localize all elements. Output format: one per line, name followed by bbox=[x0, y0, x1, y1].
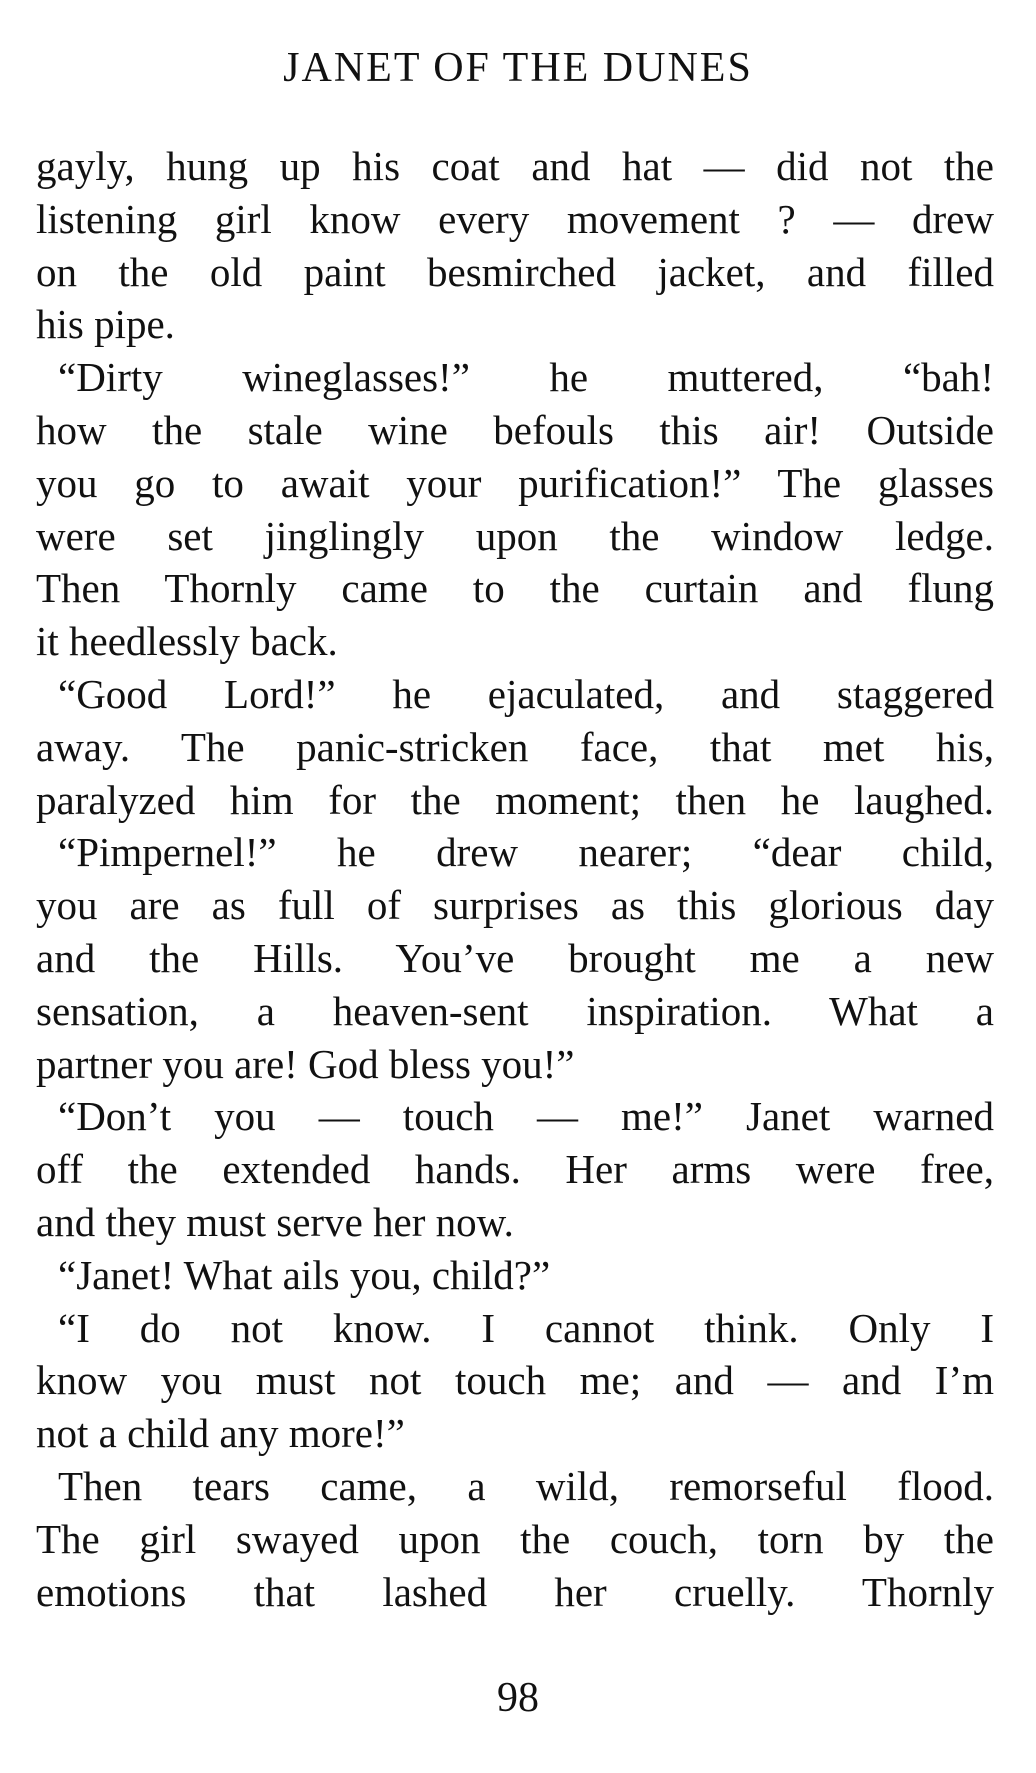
text-line: off the extended hands. Her arms were free, bbox=[36, 1146, 994, 1193]
text-line: paralyzed him for the moment; then he laughed. bbox=[36, 776, 994, 823]
text-line: it heedlessly back. bbox=[36, 618, 338, 665]
text-line: listening girl know every movement ? — drew bbox=[36, 195, 994, 242]
text-line: “Don’t you — touch — me!” Janet warned bbox=[58, 1093, 994, 1140]
text-line: “Dirty wineglasses!” he muttered, “bah! bbox=[58, 354, 994, 401]
text-line: gayly, hung up his coat and hat — did not the bbox=[36, 143, 994, 189]
text-line: how the stale wine befouls this air! Outside bbox=[36, 406, 994, 453]
text-line: Then tears came, a wild, remorseful flood. bbox=[58, 1462, 994, 1509]
text-line: his pipe. bbox=[36, 301, 175, 348]
text-line: you go to await your purification!” The glasses bbox=[36, 459, 994, 506]
text-line: and the Hills. You’ve brought me a new bbox=[36, 934, 994, 981]
text-line: away. The panic-stricken face, that met his, bbox=[36, 723, 994, 770]
text-line: emotions that lashed her cruelly. Thornly bbox=[36, 1568, 994, 1615]
text-line: “Janet! What ails you, child?” bbox=[58, 1251, 551, 1298]
text-line: were set jinglingly upon the window ledge. bbox=[36, 512, 994, 559]
text-line: you are as full of surprises as this glorious day bbox=[36, 882, 994, 929]
text-line: know you must not touch me; and — and I’m bbox=[36, 1357, 994, 1404]
text-line: “Pimpernel!” he drew nearer; “dear child, bbox=[58, 829, 994, 876]
text-line: “Good Lord!” he ejaculated, and staggered bbox=[58, 670, 994, 717]
text-line: The girl swayed upon the couch, torn by the bbox=[36, 1515, 994, 1562]
running-head: JANET OF THE DUNES bbox=[283, 45, 753, 91]
body-text bbox=[36, 140, 994, 1618]
text-line: not a child any more!” bbox=[36, 1410, 405, 1457]
text-line: sensation, a heaven-sent inspiration. What a bbox=[36, 987, 994, 1034]
text-line: “I do not know. I cannot think. Only I bbox=[58, 1304, 994, 1351]
text-line: and they must serve her now. bbox=[36, 1198, 514, 1245]
page-number: 98 bbox=[497, 1675, 539, 1721]
text-line: on the old paint besmirched jacket, and filled bbox=[36, 248, 994, 295]
text-line: Then Thornly came to the curtain and flung bbox=[36, 565, 994, 612]
text-line: partner you are! God bless you!” bbox=[36, 1040, 575, 1087]
